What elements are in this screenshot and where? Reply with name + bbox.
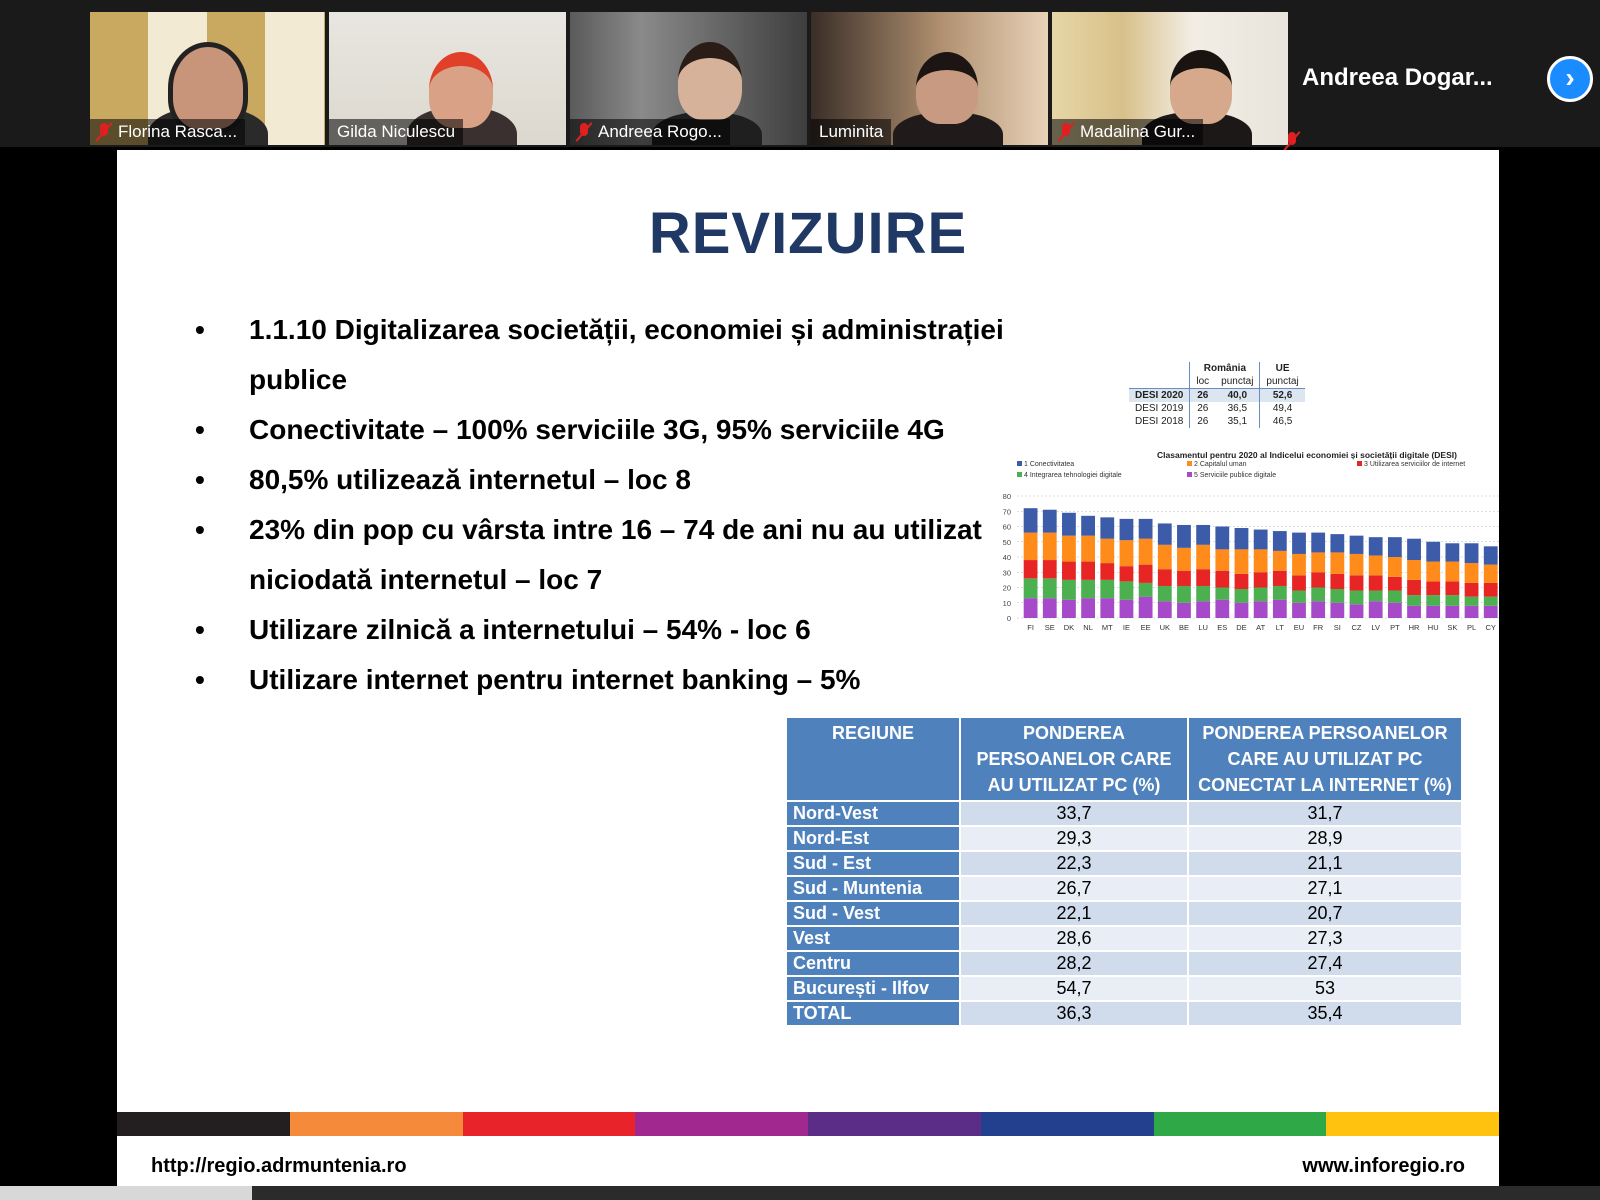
chart-bar-segment	[1407, 580, 1421, 595]
chart-bar-segment	[1120, 566, 1134, 581]
pc-share-cell: 28,2	[961, 952, 1187, 975]
participant-name-bar	[811, 119, 891, 145]
participant-tile-active-speaker[interactable]	[329, 12, 566, 145]
region-table	[785, 716, 1463, 1027]
next-participants-button[interactable]	[1547, 56, 1593, 102]
participant-name-bar	[329, 119, 463, 145]
chart-bar-segment	[1177, 548, 1191, 571]
bullet-dot-icon: •	[195, 464, 205, 495]
chart-bar-segment	[1254, 572, 1268, 587]
chart-bar-segment	[1407, 595, 1421, 606]
chart-bar-segment	[1273, 571, 1287, 586]
chart-bar-segment	[1120, 540, 1134, 566]
chart-bar-segment	[1139, 539, 1153, 565]
region-name-cell: Nord-Est	[787, 827, 959, 850]
bullet-text: Utilizare internet pentru internet banking – 5%	[249, 664, 861, 695]
chart-bar-segment	[1120, 581, 1134, 599]
chart-bar-segment	[1388, 591, 1402, 603]
shared-slide	[117, 150, 1573, 1186]
chart-bar-segment	[1407, 606, 1421, 618]
chart-bar-segment	[1235, 574, 1249, 589]
desi-row	[1129, 415, 1305, 428]
chart-bar-segment	[1369, 601, 1383, 618]
chart-bar-segment	[1311, 533, 1325, 553]
chart-bar-segment	[1445, 562, 1459, 582]
bullet-text: Utilizare zilnică a internetului – 54% - loc 6	[249, 614, 811, 645]
x-tick-label: EU	[1293, 623, 1305, 632]
region-name-cell: Vest	[787, 927, 959, 950]
legend-swatch	[1017, 472, 1022, 477]
participant-name-bar	[570, 119, 730, 145]
chart-bar-segment	[1330, 603, 1344, 618]
chart-bar-segment	[1484, 546, 1498, 564]
chart-bar-segment	[1235, 528, 1249, 549]
chart-bar-segment	[1330, 589, 1344, 603]
desi-group-ue: UE	[1260, 362, 1305, 375]
bullet-item	[195, 405, 1095, 455]
internet-share-cell: 21,1	[1189, 852, 1461, 875]
desi-score-table	[1129, 362, 1305, 428]
participant-video	[916, 52, 978, 124]
internet-share-cell: 35,4	[1189, 1002, 1461, 1025]
slide-title: REVIZUIRE	[648, 201, 968, 266]
desi-loc: 26	[1190, 389, 1215, 403]
x-tick-label: CY	[1485, 623, 1496, 632]
participant-name: Luminita	[819, 122, 884, 141]
chart-bar-segment	[1484, 583, 1498, 597]
bullet-item	[195, 655, 1095, 705]
table-row	[787, 927, 1461, 950]
x-tick-label: LV	[1371, 623, 1381, 632]
y-tick-label: 60	[1002, 522, 1011, 532]
y-tick-label: 70	[1002, 507, 1011, 517]
chart-bar-segment	[1081, 536, 1095, 562]
chart-bar-segment	[1139, 565, 1153, 583]
region-name-cell: TOTAL	[787, 1002, 959, 1025]
bullet-item	[195, 455, 1095, 505]
participant-name-bar	[90, 119, 245, 145]
chart-bar-segment	[1081, 516, 1095, 536]
x-tick-label: HR	[1408, 623, 1420, 632]
chart-bar-segment	[1369, 575, 1383, 590]
chart-bar-segment	[1215, 600, 1229, 618]
legend-label: 1 Conectivitatea	[1024, 461, 1075, 468]
pc-share-cell: 26,7	[961, 877, 1187, 900]
footer-website-right: www.inforegio.ro	[1302, 1155, 1465, 1177]
internet-share-cell: 28,9	[1189, 827, 1461, 850]
participant-tile[interactable]	[1052, 12, 1288, 145]
chart-bar-segment	[1484, 606, 1498, 618]
color-band-segment	[117, 1112, 290, 1136]
bullet-dot-icon: •	[195, 314, 205, 345]
chart-bar-segment	[1043, 510, 1057, 533]
chevron-right-icon: ›	[1565, 61, 1575, 93]
desi-loc: 26	[1190, 415, 1215, 428]
mic-muted-icon	[1056, 121, 1076, 143]
desi-punctaj: 40,0	[1215, 389, 1260, 403]
region-name-cell: Sud - Muntenia	[787, 877, 959, 900]
pc-share-cell: 36,3	[961, 1002, 1187, 1025]
chart-bar-segment	[1196, 545, 1210, 569]
bullet-text: 23% din pop cu vârsta intre 16 – 74 de ani nu au utilizat niciodată internetul – loc 7	[249, 514, 982, 595]
chart-bar-segment	[1426, 581, 1440, 595]
chart-bar-segment	[1465, 606, 1479, 618]
mic-muted-icon	[574, 121, 594, 143]
chart-bar-segment	[1445, 606, 1459, 618]
legend-label: 3 Utilizarea serviciilor de internet	[1364, 461, 1466, 468]
bullet-dot-icon: •	[195, 614, 205, 645]
participant-tile[interactable]	[811, 12, 1048, 145]
chart-bar-segment	[1350, 536, 1364, 554]
chart-bar-segment	[1062, 562, 1076, 580]
chart-bar-segment	[1024, 508, 1038, 532]
chart-bar-segment	[1273, 600, 1287, 618]
chart-bar-segment	[1426, 595, 1440, 606]
chart-bar-segment	[1081, 580, 1095, 598]
x-tick-label: PL	[1466, 623, 1477, 632]
chart-bar-segment	[1292, 591, 1306, 603]
color-band	[117, 1112, 1499, 1136]
chart-bar-segment	[1177, 525, 1191, 548]
chart-bar-segment	[1292, 575, 1306, 590]
chart-bar-segment	[1024, 560, 1038, 578]
chart-bar-segment	[1215, 571, 1229, 588]
y-tick-label: 20	[1002, 583, 1011, 593]
chart-bar-segment	[1407, 539, 1421, 560]
x-tick-label: FI	[1027, 623, 1034, 632]
chart-bar-segment	[1139, 519, 1153, 539]
chart-bar-segment	[1254, 549, 1268, 572]
chart-bar-segment	[1139, 597, 1153, 618]
footer-website-left: http://regio.adrmuntenia.ro	[151, 1155, 407, 1177]
internet-share-cell: 27,3	[1189, 927, 1461, 950]
y-tick-label: 40	[1002, 553, 1011, 562]
chart-bar-segment	[1369, 555, 1383, 575]
participant-name: Gilda Niculescu	[337, 122, 456, 141]
desi-row-label: DESI 2020	[1129, 389, 1190, 403]
chart-bar-segment	[1311, 572, 1325, 587]
color-band-segment	[463, 1112, 636, 1136]
desi-row	[1129, 402, 1305, 415]
bullet-item	[195, 305, 1095, 405]
chart-bar-segment	[1254, 601, 1268, 618]
table-row	[787, 977, 1461, 1000]
chart-bar-segment	[1388, 603, 1402, 618]
chart-bar-segment	[1235, 589, 1249, 603]
chart-bar-segment	[1235, 603, 1249, 618]
chart-bar-segment	[1043, 598, 1057, 618]
internet-share-cell: 27,4	[1189, 952, 1461, 975]
chart-bar-segment	[1311, 601, 1325, 618]
participant-name: Andreea Rogo...	[598, 122, 722, 141]
chart-bar-segment	[1407, 560, 1421, 580]
chart-bar-segment	[1311, 588, 1325, 602]
pc-share-cell: 22,1	[961, 902, 1187, 925]
y-tick-label: 0	[1006, 614, 1011, 623]
chart-bar-segment	[1024, 578, 1038, 598]
chart-bar-segment	[1024, 598, 1038, 618]
chart-title: Clasamentul pentru 2020 al Indicelui economiei și societății digitale (DESI)	[1157, 450, 1457, 460]
color-band-segment	[808, 1112, 981, 1136]
x-tick-label: DK	[1063, 623, 1075, 632]
legend-swatch	[1187, 472, 1192, 477]
x-tick-label: HU	[1427, 623, 1439, 632]
mic-muted-icon	[94, 121, 114, 143]
legend-label: 5 Serviciile publice digitale	[1194, 472, 1277, 479]
chart-bar-segment	[1158, 523, 1172, 544]
chart-bar-segment	[1215, 588, 1229, 600]
chart-bar-segment	[1254, 530, 1268, 550]
chart-bar-segment	[1311, 552, 1325, 572]
chart-bar-segment	[1215, 549, 1229, 570]
x-tick-label: MT	[1101, 623, 1113, 632]
bullet-list	[195, 305, 1095, 705]
chart-bar-segment	[1330, 534, 1344, 552]
chart-bar-segment	[1292, 554, 1306, 575]
participant-name: Andreea Dogar...	[1302, 64, 1493, 91]
chart-bar-segment	[1177, 586, 1191, 603]
chart-bar-segment	[1024, 533, 1038, 560]
table-row	[787, 852, 1461, 875]
desi-row-label: DESI 2018	[1135, 416, 1184, 427]
mic-muted-icon	[1282, 130, 1302, 152]
x-tick-label: IE	[1122, 623, 1130, 632]
color-band-segment	[635, 1112, 808, 1136]
internet-share-cell: 20,7	[1189, 902, 1461, 925]
region-name-cell: Centru	[787, 952, 959, 975]
chart-bar-segment	[1254, 588, 1268, 602]
chart-bar-segment	[1484, 597, 1498, 606]
table-row	[787, 952, 1461, 975]
chart-bar-segment	[1292, 603, 1306, 618]
chart-bar-segment	[1235, 549, 1249, 573]
x-tick-label: PT	[1390, 623, 1400, 632]
chart-bar-segment	[1445, 543, 1459, 561]
desi-sub-punctaj-ue: punctaj	[1260, 375, 1305, 389]
participant-tile[interactable]	[570, 12, 807, 145]
chart-bar-segment	[1062, 580, 1076, 600]
bullet-text: 80,5% utilizează internetul – loc 8	[249, 464, 691, 495]
table-row	[787, 902, 1461, 925]
x-tick-label: EE	[1140, 623, 1151, 632]
color-band-segment	[1154, 1112, 1327, 1136]
chart-bar-segment	[1100, 539, 1114, 563]
x-tick-label: SK	[1447, 623, 1458, 632]
bullet-dot-icon: •	[195, 514, 205, 545]
chart-bar-segment	[1350, 604, 1364, 618]
taskbar-strip	[0, 1186, 1600, 1200]
chart-bar-segment	[1196, 569, 1210, 586]
chart-bar-segment	[1388, 577, 1402, 591]
column-header-internet: PONDEREA PERSOANELOR CARE AU UTILIZAT PC CONECTAT LA INTERNET (%)	[1189, 718, 1461, 800]
table-row	[787, 1002, 1461, 1025]
legend-swatch	[1357, 461, 1362, 466]
x-tick-label: CZ	[1351, 623, 1362, 632]
desi-group-romania: România	[1190, 362, 1260, 375]
x-tick-label: SI	[1333, 623, 1341, 632]
pc-share-cell: 22,3	[961, 852, 1187, 875]
participant-tile[interactable]	[90, 12, 325, 145]
legend-swatch	[1017, 461, 1022, 466]
region-name-cell: Sud - Vest	[787, 902, 959, 925]
desi-ue: 46,5	[1260, 415, 1305, 428]
pc-share-cell: 28,6	[961, 927, 1187, 950]
chart-bar-segment	[1388, 557, 1402, 577]
chart-bar-segment	[1350, 591, 1364, 605]
chart-bar-segment	[1273, 551, 1287, 571]
y-tick-label: 30	[1002, 568, 1011, 578]
chart-bar-segment	[1100, 580, 1114, 598]
desi-loc: 26	[1190, 402, 1215, 415]
internet-share-cell: 53	[1189, 977, 1461, 1000]
chart-bar-segment	[1158, 601, 1172, 618]
x-tick-label: DE	[1236, 623, 1247, 632]
chart-bar-segment	[1158, 586, 1172, 601]
chart-bar-segment	[1445, 581, 1459, 595]
pc-share-cell: 33,7	[961, 802, 1187, 825]
desi-row-label: DESI 2019	[1135, 403, 1184, 414]
chart-bar-segment	[1426, 606, 1440, 618]
desi-sub-loc: loc	[1190, 375, 1215, 389]
pc-share-cell: 54,7	[961, 977, 1187, 1000]
participant-name: Madalina Gur...	[1080, 122, 1196, 141]
chart-bar-segment	[1445, 595, 1459, 606]
chart-bar-segment	[1369, 591, 1383, 602]
chart-bar-segment	[1273, 586, 1287, 600]
chart-bar-segment	[1273, 531, 1287, 551]
x-tick-label: AT	[1256, 623, 1266, 632]
chart-bar-segment	[1100, 517, 1114, 538]
region-name-cell: Sud - Est	[787, 852, 959, 875]
legend-label: 4 Integrarea tehnologiei digitale	[1024, 472, 1122, 479]
desi-row	[1129, 389, 1305, 403]
chart-bar-segment	[1330, 574, 1344, 589]
chart-bar-segment	[1330, 552, 1344, 573]
chart-bar-segment	[1196, 525, 1210, 545]
bullet-item	[195, 605, 1095, 655]
participant-strip	[0, 0, 1600, 147]
chart-bar-segment	[1062, 513, 1076, 536]
desi-ranking-chart: Clasamentul pentru 2020 al Indicelui economiei și societății digitale (DESI)1 Conectivitatea 2 Capitalul uman 3 Utilizarea serviciilor de internet4 Integrarea tehnologiei digitale 5 Serviciile publice digitale01020304050607080FI SE DK NL MT IE EE UK BE LU ES DE AT LT EU FR SI CZ LV PT HR HU SK PL CY IT RO EL BG	[1002, 450, 1573, 632]
chart-bar-segment	[1120, 519, 1134, 540]
chart-bar-segment	[1043, 560, 1057, 578]
column-header-region: REGIUNE	[787, 718, 959, 800]
legend-label: 2 Capitalul uman	[1194, 461, 1247, 468]
internet-share-cell: 31,7	[1189, 802, 1461, 825]
desi-ue: 52,6	[1260, 389, 1305, 403]
x-tick-label: LU	[1198, 623, 1208, 632]
bullet-text: 1.1.10 Digitalizarea societății, economiei și administrației publice	[249, 314, 1004, 395]
chart-bar-segment	[1292, 533, 1306, 554]
chart-bar-segment	[1177, 603, 1191, 618]
table-row	[787, 827, 1461, 850]
chart-bar-segment	[1465, 543, 1479, 563]
chart-bar-segment	[1100, 598, 1114, 618]
chart-bar-segment	[1081, 562, 1095, 580]
legend-swatch	[1187, 461, 1192, 466]
participant-video	[678, 42, 742, 120]
chart-bar-segment	[1465, 583, 1479, 597]
region-name-cell: Nord-Vest	[787, 802, 959, 825]
chart-bar-segment	[1426, 542, 1440, 562]
chart-bar-segment	[1196, 586, 1210, 601]
chart-bar-segment	[1139, 583, 1153, 597]
chart-bar-segment	[1350, 575, 1364, 590]
color-band-segment	[290, 1112, 463, 1136]
color-band-segment	[1326, 1112, 1499, 1136]
desi-punctaj: 36,5	[1227, 403, 1248, 414]
participant-video	[1170, 50, 1232, 124]
chart-bar-segment	[1369, 537, 1383, 555]
x-tick-label: BE	[1178, 623, 1189, 632]
chart-bar-segment	[1465, 563, 1479, 583]
chart-bar-segment	[1215, 527, 1229, 550]
participant-tile-no-video[interactable]	[1290, 12, 1540, 145]
chart-bar-segment	[1465, 597, 1479, 606]
chart-bar-segment	[1158, 545, 1172, 569]
pc-share-cell: 29,3	[961, 827, 1187, 850]
chart-bar-segment	[1158, 569, 1172, 586]
column-header-pc: PONDEREA PERSOANELOR CARE AU UTILIZAT PC (%)	[961, 718, 1187, 800]
chart-bar-segment	[1120, 600, 1134, 618]
chart-bar-segment	[1350, 554, 1364, 575]
participant-name-bar	[1052, 119, 1203, 145]
chart-bar-segment	[1043, 578, 1057, 598]
x-tick-label: SE	[1044, 623, 1055, 632]
table-row	[787, 877, 1461, 900]
x-tick-label: ES	[1217, 623, 1228, 632]
bullet-dot-icon: •	[195, 664, 205, 695]
y-tick-label: 80	[1002, 492, 1011, 501]
chart-bar-segment	[1177, 571, 1191, 586]
y-tick-label: 10	[1002, 598, 1011, 608]
chart-bar-segment	[1100, 563, 1114, 580]
chart-bar-segment	[1196, 601, 1210, 618]
x-tick-label: NL	[1083, 623, 1093, 632]
region-name-cell: București - Ilfov	[787, 977, 959, 1000]
x-tick-label: UK	[1159, 623, 1171, 632]
color-band-segment	[981, 1112, 1154, 1136]
chart-bar-segment	[1062, 536, 1076, 562]
internet-share-cell: 27,1	[1189, 877, 1461, 900]
y-tick-label: 50	[1002, 537, 1011, 547]
chart-bar-segment	[1484, 565, 1498, 583]
bullet-item	[195, 505, 995, 605]
participant-name: Florina Rasca...	[118, 122, 238, 141]
table-row	[787, 802, 1461, 825]
chart-bar-segment	[1081, 598, 1095, 618]
bullet-dot-icon: •	[195, 414, 205, 445]
chart-bar-segment	[1043, 533, 1057, 560]
bullet-text: Conectivitate – 100% serviciile 3G, 95% serviciile 4G	[249, 414, 945, 445]
desi-ue: 49,4	[1260, 402, 1305, 415]
desi-punctaj: 35,1	[1227, 416, 1248, 427]
chart-bar-segment	[1062, 600, 1076, 618]
desi-sub-punctaj: punctaj	[1221, 376, 1254, 387]
participant-video	[429, 52, 493, 128]
chart-bar-segment	[1426, 562, 1440, 582]
chart-bar-segment	[1388, 537, 1402, 557]
x-tick-label: LT	[1275, 623, 1284, 632]
x-tick-label: FR	[1313, 623, 1324, 632]
